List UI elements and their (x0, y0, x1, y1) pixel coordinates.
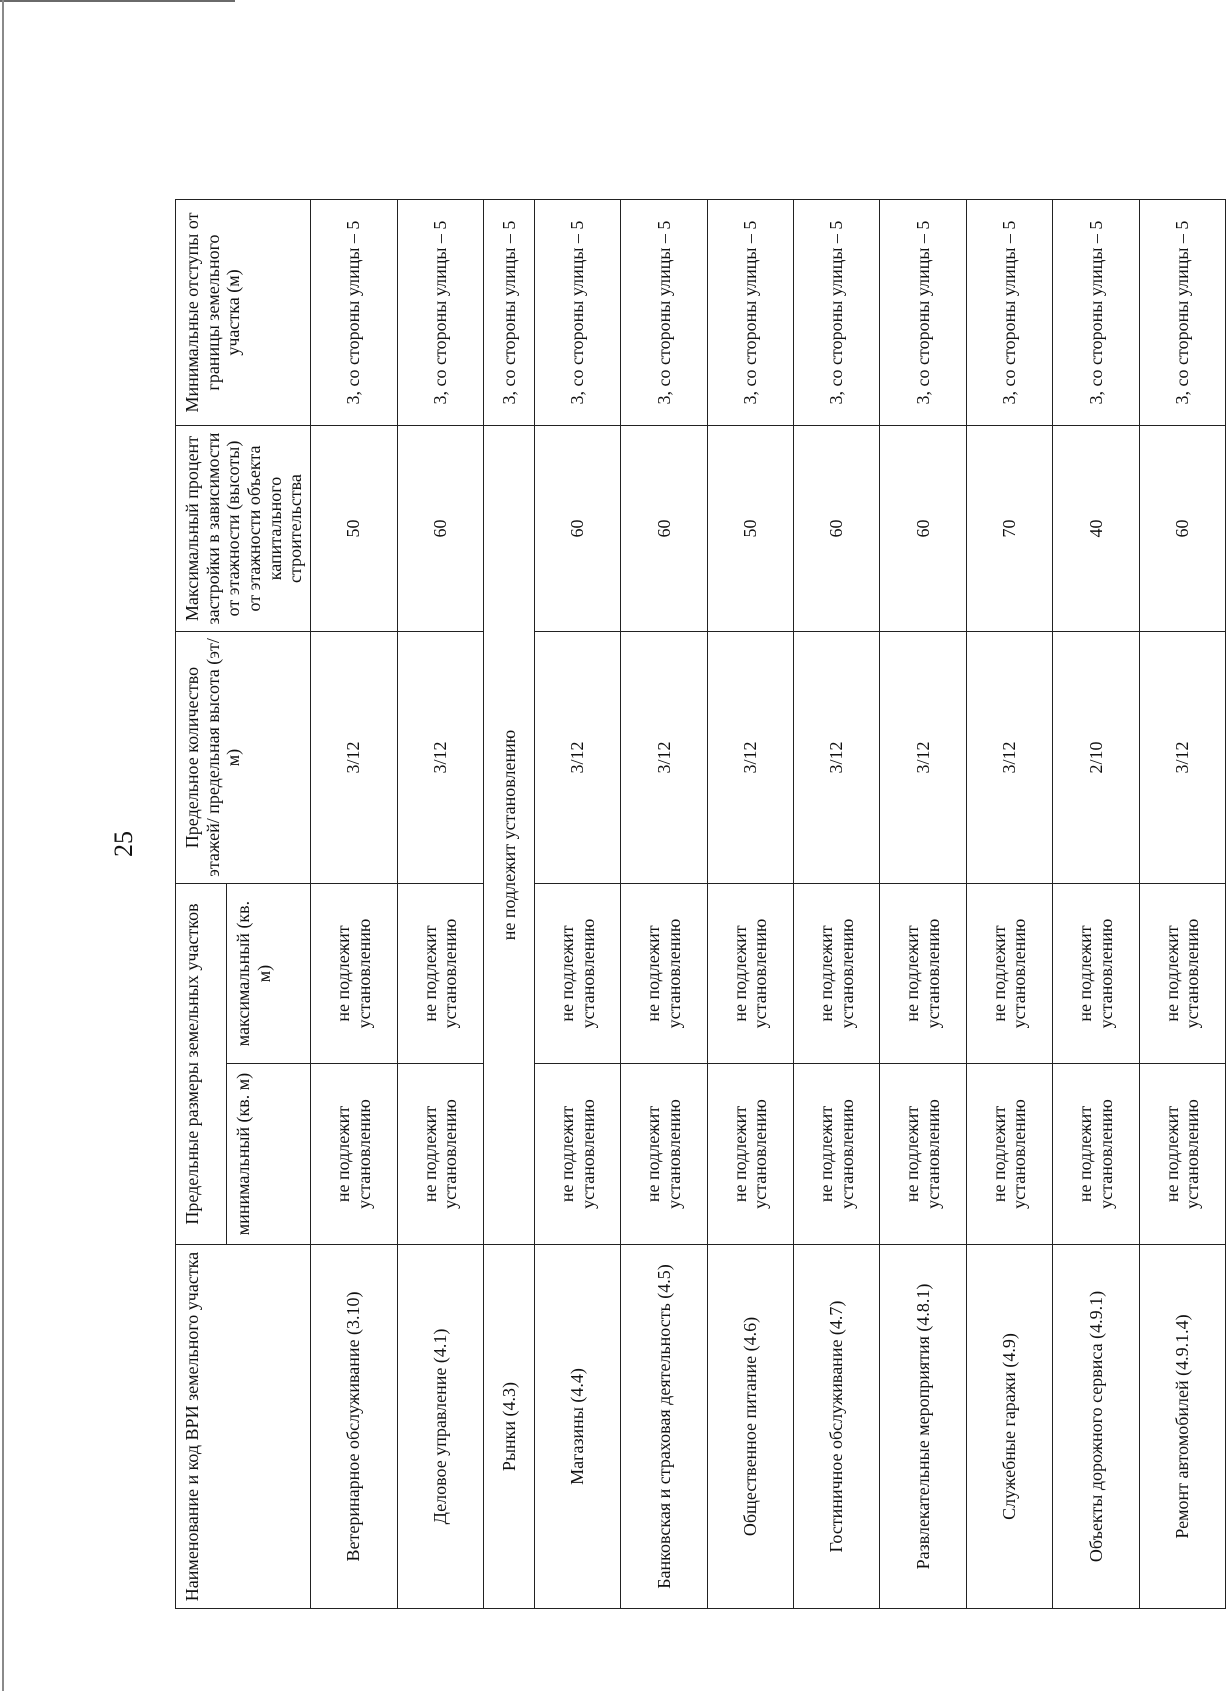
cell-floors: 3/12 (793, 632, 879, 884)
cell-percent: 50 (707, 426, 793, 632)
header-size-group: Предельные размеры земельных участков (176, 884, 227, 1245)
cell-name: Банковская и страховая деятельность (4.5) (621, 1245, 707, 1609)
table-row (1053, 200, 1139, 1609)
cell-floors: 3/12 (1139, 632, 1226, 884)
cell-size-min: не подлежит установлению (880, 1064, 966, 1245)
cell-name: Ремонт автомобилей (4.9.1.4) (1139, 1245, 1226, 1609)
table-row (707, 200, 793, 1609)
cell-size-min: не подлежит установлению (621, 1064, 707, 1245)
cell-size-min: не подлежит установлению (311, 1064, 397, 1245)
cell-size-min: не подлежит установлению (534, 1064, 620, 1245)
cell-size-max: не подлежит установлению (311, 884, 397, 1064)
cell-size-max: не подлежит установлению (1139, 884, 1226, 1064)
cell-percent: 60 (621, 426, 707, 632)
table-row (621, 200, 707, 1609)
header-row-1 (176, 200, 227, 1609)
scan-edge-top (0, 0, 235, 2)
cell-setback: 3, со стороны улицы – 5 (311, 200, 397, 426)
cell-floors: 3/12 (534, 632, 620, 884)
cell-setback: 3, со стороны улицы – 5 (966, 200, 1052, 426)
table-row (534, 200, 620, 1609)
table-row (880, 200, 966, 1609)
cell-name: Общественное питание (4.6) (707, 1245, 793, 1609)
cell-merged-not-set: не подлежит установлению (483, 426, 534, 1245)
cell-size-min: не подлежит установлению (397, 1064, 483, 1245)
cell-size-max: не подлежит установлению (1053, 884, 1139, 1064)
cell-floors: 3/12 (621, 632, 707, 884)
cell-percent: 40 (1053, 426, 1139, 632)
cell-size-min: не подлежит установлению (1139, 1064, 1226, 1245)
cell-size-max: не подлежит установлению (534, 884, 620, 1064)
cell-setback: 3, со стороны улицы – 5 (707, 200, 793, 426)
header-size-min: минимальный (кв. м) (226, 1064, 310, 1245)
cell-floors: 3/12 (707, 632, 793, 884)
header-name: Наименование и код ВРИ земельного участка (176, 1245, 311, 1609)
cell-size-max: не подлежит установлению (880, 884, 966, 1064)
scan-edge-left (2, 0, 4, 1691)
cell-floors: 3/12 (880, 632, 966, 884)
cell-floors: 3/12 (966, 632, 1052, 884)
cell-setback: 3, со стороны улицы – 5 (397, 200, 483, 426)
cell-name: Рынки (4.3) (483, 1245, 534, 1609)
cell-setback: 3, со стороны улицы – 5 (880, 200, 966, 426)
cell-floors: 3/12 (311, 632, 397, 884)
cell-floors: 3/12 (397, 632, 483, 884)
cell-name: Объекты дорожного сервиса (4.9.1) (1053, 1245, 1139, 1609)
header-setback: Минимальные отступы от границы земельного участка (м) (176, 200, 311, 426)
table-row (483, 200, 534, 1609)
table-row (397, 200, 483, 1609)
cell-setback: 3, со стороны улицы – 5 (534, 200, 620, 426)
cell-percent: 60 (880, 426, 966, 632)
cell-size-min: не подлежит установлению (1053, 1064, 1139, 1245)
cell-size-max: не подлежит установлению (621, 884, 707, 1064)
cell-size-max: не подлежит установлению (397, 884, 483, 1064)
cell-percent: 60 (534, 426, 620, 632)
cell-size-max: не подлежит установлению (707, 884, 793, 1064)
zoning-table-container (175, 200, 1203, 1609)
cell-size-max: не подлежит установлению (793, 884, 879, 1064)
cell-name: Ветеринарное обслуживание (3.10) (311, 1245, 397, 1609)
header-percent: Максимальный процент застройки в зависимости от этажности (высоты) от этажности объекта капитального строительства (176, 426, 311, 632)
header-floors: Предельное количество этажей/ предельная высота (эт/м) (176, 632, 311, 884)
cell-percent: 50 (311, 426, 397, 632)
cell-percent: 60 (397, 426, 483, 632)
table-row (1139, 200, 1226, 1609)
cell-size-max: не подлежит установлению (966, 884, 1052, 1064)
zoning-parameters-table (175, 199, 1226, 1609)
table-row (793, 200, 879, 1609)
cell-percent: 70 (966, 426, 1052, 632)
cell-setback: 3, со стороны улицы – 5 (1053, 200, 1139, 426)
cell-size-min: не подлежит установлению (966, 1064, 1052, 1245)
cell-setback: 3, со стороны улицы – 5 (1139, 200, 1226, 426)
cell-size-min: не подлежит установлению (793, 1064, 879, 1245)
cell-floors: 2/10 (1053, 632, 1139, 884)
cell-name: Развлекательные мероприятия (4.8.1) (880, 1245, 966, 1609)
cell-name: Служебные гаражи (4.9) (966, 1245, 1052, 1609)
cell-setback: 3, со стороны улицы – 5 (793, 200, 879, 426)
cell-setback: 3, со стороны улицы – 5 (621, 200, 707, 426)
cell-name: Гостиничное обслуживание (4.7) (793, 1245, 879, 1609)
cell-percent: 60 (793, 426, 879, 632)
cell-name: Деловое управление (4.1) (397, 1245, 483, 1609)
table-row (311, 200, 397, 1609)
cell-percent: 60 (1139, 426, 1226, 632)
cell-name: Магазины (4.4) (534, 1245, 620, 1609)
cell-size-min: не подлежит установлению (707, 1064, 793, 1245)
table-row (966, 200, 1052, 1609)
header-size-max: максимальный (кв. м) (226, 884, 310, 1064)
table-body (311, 200, 1226, 1609)
cell-setback: 3, со стороны улицы – 5 (483, 200, 534, 426)
page-number: 25 (109, 831, 138, 857)
